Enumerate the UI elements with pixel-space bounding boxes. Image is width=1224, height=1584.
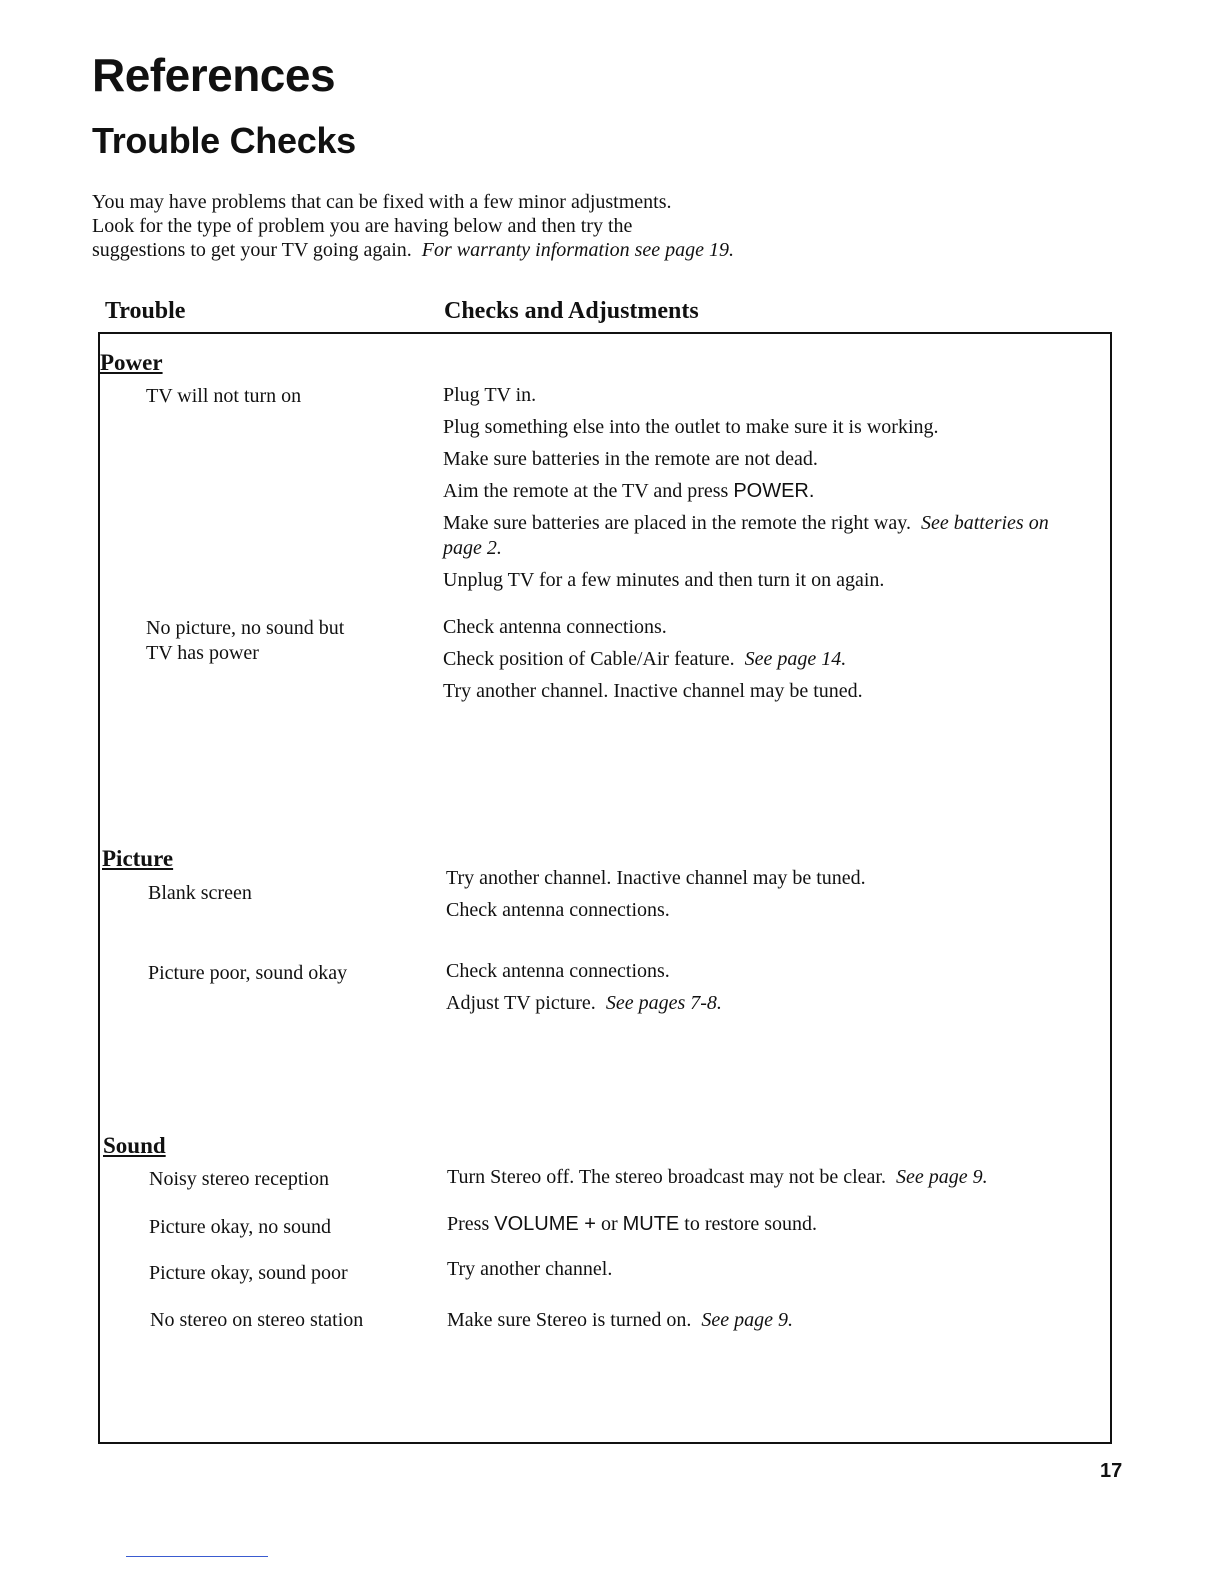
check-text: Press: [447, 1213, 495, 1235]
check-item: Plug TV in.: [443, 384, 537, 406]
warranty-reference: For warranty information see page 19.: [421, 239, 735, 261]
check-item: [447, 1308, 1087, 1333]
trouble-item: Noisy stereo reception: [149, 1168, 329, 1190]
section-heading-sound: Sound: [103, 1133, 166, 1158]
check-item: [447, 1212, 1087, 1237]
trouble-item: Picture poor, sound okay: [148, 962, 348, 984]
check-item: Try another channel.: [447, 1258, 613, 1280]
checks-list: [443, 383, 1083, 593]
intro-paragraph: [92, 190, 812, 262]
page-title: References: [92, 49, 336, 101]
column-header-checks: Checks and Adjustments: [444, 298, 699, 324]
intro-line: You may have problems that can be fixed with a few minor adjustments.: [92, 191, 672, 213]
check-text: Make sure Stereo is turned on.: [447, 1309, 692, 1331]
check-item: [447, 1165, 1087, 1190]
check-item: Unplug TV for a few minutes and then turn it on again.: [443, 569, 885, 591]
check-text: Check position of Cable/Air feature.: [443, 648, 735, 670]
power-key-label: POWER.: [733, 480, 815, 502]
section-title: Trouble Checks: [92, 120, 356, 161]
check-item: Try another channel. Inactive channel may be tuned.: [443, 680, 863, 702]
check-item: Try another channel. Inactive channel may be tuned.: [446, 867, 866, 889]
check-text: or: [595, 1213, 623, 1235]
checks-list: [446, 866, 1086, 923]
section-heading-picture: Picture: [102, 846, 174, 871]
intro-line-text: suggestions to get your TV going again.: [92, 239, 412, 261]
check-item: Plug something else into the outlet to make sure it is working.: [443, 416, 939, 438]
check-item: [443, 647, 1083, 672]
checks-list: [443, 615, 1083, 704]
check-item: [446, 991, 1086, 1016]
check-text: Turn Stereo off. The stereo broadcast may not be clear.: [447, 1166, 886, 1188]
trouble-item: Blank screen: [148, 882, 252, 904]
check-item: Check antenna connections.: [446, 899, 670, 921]
section-heading-power: Power: [100, 350, 163, 375]
page-number: 17: [1100, 1460, 1123, 1482]
check-text: Adjust TV picture.: [446, 992, 596, 1014]
page-reference: See page 14.: [744, 648, 847, 670]
check-item: [443, 511, 1083, 561]
footer-rule: [126, 1556, 268, 1557]
check-text: Aim the remote at the TV and press: [443, 480, 734, 502]
check-text: to restore sound.: [679, 1213, 818, 1235]
check-item: [443, 479, 1083, 504]
trouble-item: TV will not turn on: [146, 385, 302, 407]
trouble-item: Picture okay, sound poor: [149, 1262, 348, 1284]
trouble-item: No stereo on stereo station: [150, 1309, 364, 1331]
intro-line: Look for the type of problem you are having below and then try the: [92, 215, 633, 237]
intro-line: [92, 238, 812, 262]
trouble-line: No picture, no sound but: [146, 617, 345, 639]
checks-list: [446, 959, 1086, 1016]
check-item: Check antenna connections.: [443, 616, 667, 638]
page-reference: See page 9.: [895, 1166, 988, 1188]
trouble-item: Picture okay, no sound: [149, 1216, 332, 1238]
trouble-item: [146, 616, 344, 666]
check-item: Make sure batteries in the remote are not dead.: [443, 448, 818, 470]
trouble-line: TV has power: [146, 642, 259, 664]
mute-key-label: MUTE: [622, 1213, 680, 1235]
column-header-trouble: Trouble: [105, 298, 186, 324]
page-reference: See page 9.: [701, 1309, 794, 1331]
page-reference: See pages 7-8.: [605, 992, 722, 1014]
check-item: Check antenna connections.: [446, 960, 670, 982]
volume-key-label: VOLUME +: [494, 1213, 596, 1235]
page-reference: See batteries on page 2.: [443, 512, 1049, 559]
check-text: Make sure batteries are placed in the remote the right way.: [443, 512, 911, 534]
